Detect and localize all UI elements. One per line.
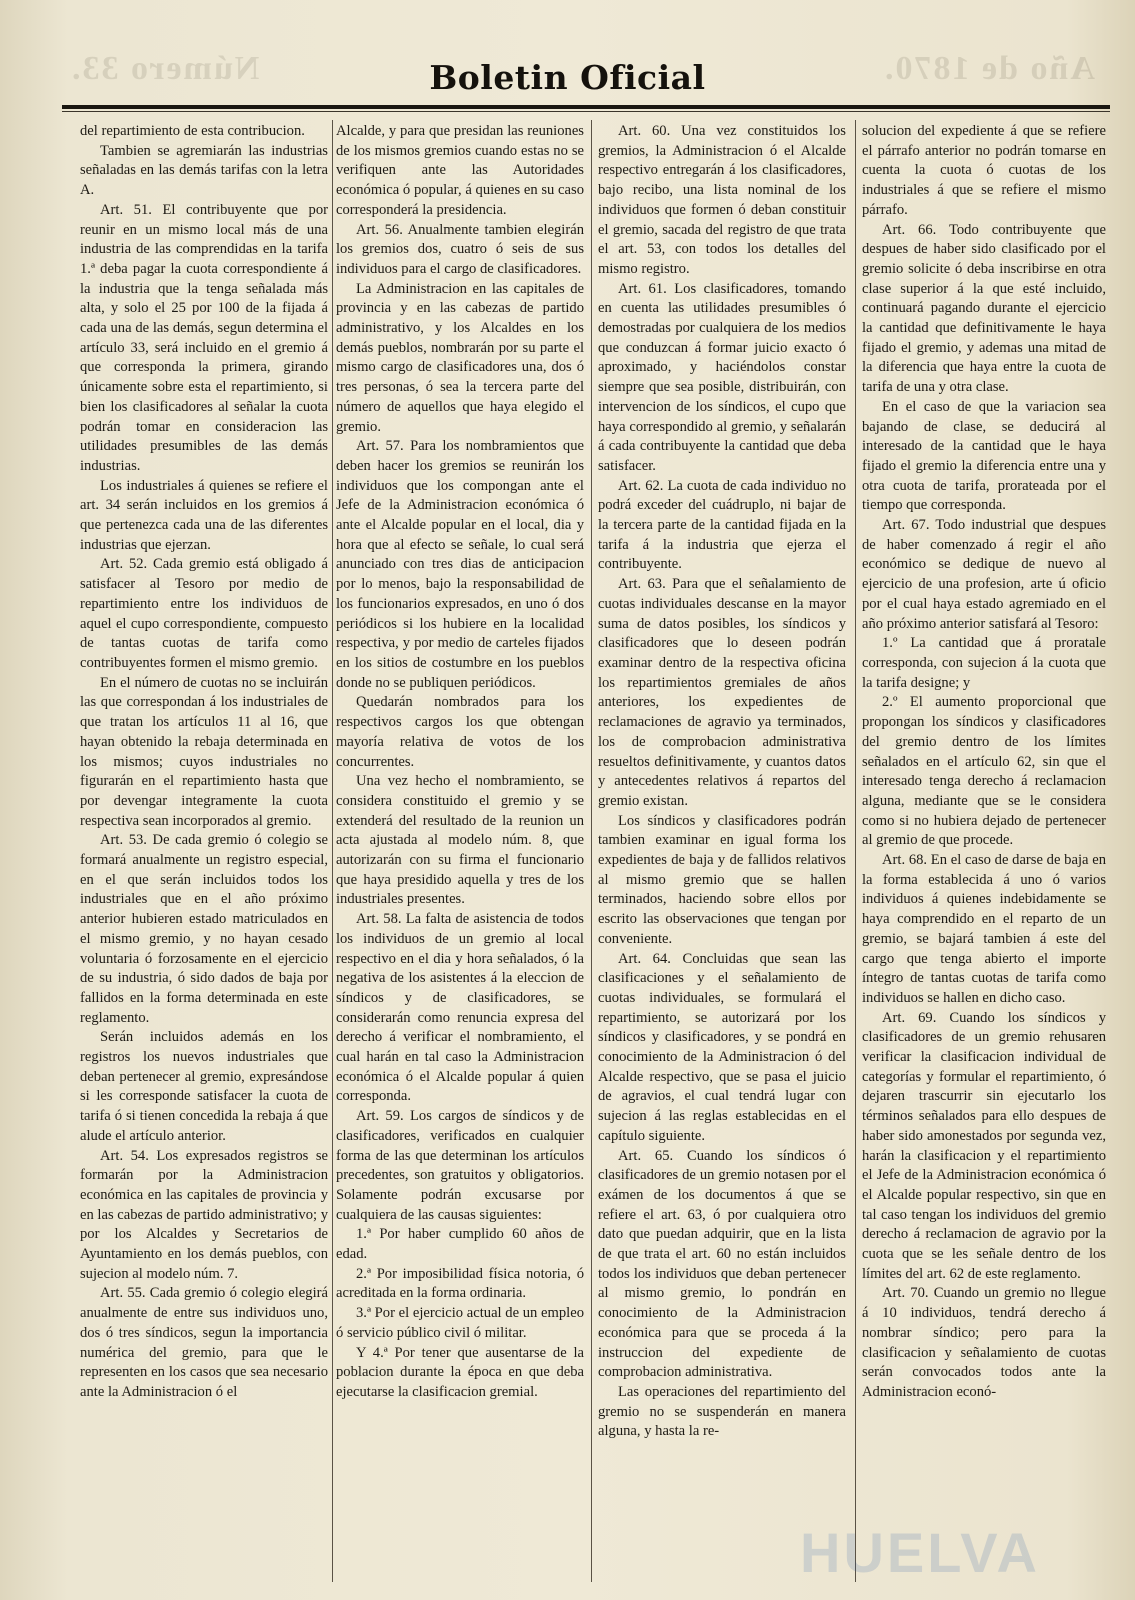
paragraph: 2.º El aumento proporcional que propongan los síndicos y clasificadores del gremio dentro de los límites señalados en el artículo 62, sin que el interesado tenga derecho á reclamacion alguna, mediante que se le considera como si no hubiera dejado de pertenecer al gremio de que procede. (862, 694, 1106, 849)
paragraph: Art. 62. La cuota de cada individuo no podrá exceder del cuádruplo, ni bajar de la tercera parte de la cantidad fijada en la tarifa á la industria que ejerza el contribuyente. (598, 477, 846, 573)
paragraph: Art. 53. De cada gremio ó colegio se formará anualmente un registro especial, en el que serán incluidos todos los industriales que en el año próximo anterior hubieren estado matriculados en el mismo gremio, y no hayan cesado voluntaria ó forzosamente en el ejercicio de su industria, ó sido dados de baja por fallidos en la forma determinada en este reglamento. (80, 832, 328, 1026)
text-column-4 (862, 122, 1106, 1580)
paragraph: Art. 58. La falta de asistencia de todos los individuos de un gremio al local respectivo en el dia y hora señalados, ó la negativa de los asistentes á la eleccion de síndicos y de clasificadores, se considerarán como renuncia expresa del derecho á verificar el nombramiento, el cual harán en tal caso la Administracion económica ó el Alcalde popular á quien corresponda. (336, 911, 584, 1105)
header-rule (62, 105, 1110, 109)
paragraph: Art. 59. Los cargos de síndicos y de clasificadores, verificados en cualquier forma de las que determinan los artículos precedentes, son gratuitos y obligatorios. Solamente podrán excusarse por cualquiera de las causas siguientes: (336, 1108, 584, 1223)
column-divider (855, 120, 856, 1582)
paragraph: 2.ª Por imposibilidad física notoria, ó acreditada en la forma ordinaria. (336, 1265, 584, 1302)
paragraph: Art. 69. Cuando los síndicos y clasificadores de un gremio rehusaren verificar la clasificacion individual de categorías y formular el repartimiento, ó dejaren trascurrir sin ejecutarlo los términos señalados para ello despues de haber sido amonestados por segunda vez, harán la clasificacion y el repartimiento el Jefe de la Administracion económica ó el Alcalde popular respectivo, sin que en tal caso tengan los individuos del gremio derecho á reclamacion de agravio por la cuota que se les señale dentro de los límites del art. 62 de este reglamento. (862, 1009, 1106, 1282)
text-column-2 (336, 122, 584, 1580)
paragraph: Una vez hecho el nombramiento, se considera constituido el gremio y se extenderá del resultado de la reunion un acta ajustada al modelo núm. 8, que autorizarán con su firma el funcionario que haya presidido aquella y tres de los industriales presentes. (336, 773, 584, 908)
paragraph: Art. 57. Para los nombramientos que deben hacer los gremios se reunirán los individuos que los compongan ante el Jefe de la Administracion económica ó ante el Alcalde popular en el local, dia y hora que al efecto se señale, lo cual será anunciado con tres dias de anticipacion por lo menos, bajo la responsabilidad de los funcionarios expresados, en uno ó dos periódicos si los hubiere en la localidad respectiva, y por medio de carteles fijados en los sitios de costumbre en los pueblos donde no se publiquen periódicos. (336, 438, 584, 691)
paragraph: 3.ª Por el ejercicio actual de un empleo ó servicio público civil ó militar. (336, 1305, 584, 1341)
paragraph: Art. 67. Todo industrial que despues de haber comenzado á regir el año económico se dedique de nuevo al ejercicio de una profesion, arte ú oficio por el cual haya estado agremiado en el año próximo anterior satisfará al Tesoro: (862, 517, 1106, 632)
paragraph: Art. 55. Cada gremio ó colegio elegirá anualmente de entre sus individuos uno, dos ó tres síndicos, segun la importancia numérica del gremio, para que le representen en los casos que sea necesario ante la Administracion ó el (80, 1285, 328, 1400)
paragraph: Las operaciones del repartimiento del gremio no se suspenderán en manera alguna, y hasta la re- (598, 1384, 846, 1440)
paragraph: Art. 63. Para que el señalamiento de cuotas individuales descanse en la mayor suma de datos posibles, los síndicos y clasificadores que lo deseen podrán examinar dentro de la respectiva oficina los repartimientos gremiales de años anteriores, los expedientes de reclamaciones de agravio ya terminados, los de comprobacion administrativa resueltos definitivamente, y cuantos datos y antecedentes relativos á repartos del gremio existan. (598, 576, 846, 809)
paragraph: Art. 56. Anualmente tambien elegirán los gremios dos, cuatro ó seis de sus individuos para el cargo de clasificadores. (336, 221, 584, 277)
paragraph: Art. 66. Todo contribuyente que despues de haber sido clasificado por el gremio solicite ó deba inscribirse en otra clase superior á la que esté incluido, continuará pagando durante el ejercicio la cantidad que definitivamente le haya fijado el gremio, y ademas una mitad de la diferencia que haya entre la cuota de tarifa de una y otra clase. (862, 221, 1106, 396)
paragraph: La Administracion en las capitales de provincia y en las cabezas de partido administrativo, y los Alcaldes en los demás pueblos, nombrarán por su parte el mismo cargo de clasificadores una, dos ó tres personas, ó sea la tercera parte del número de aquellos que haya elegido el gremio. (336, 280, 584, 435)
paragraph: Art. 68. En el caso de darse de baja en la forma establecida á uno ó varios individuos á quienes indebidamente se haya comprendido en el reparto de un gremio, se bajará tambien á este del cargo que tenga abierto el importe íntegro de tantas cuotas de tarifa como individuos se hallen en dicho caso. (862, 852, 1106, 1006)
paragraph: 1.ª Por haber cumplido 60 años de edad. (336, 1226, 584, 1263)
paragraph: Art. 70. Cuando un gremio no llegue á 10 individuos, tendrá derecho á nombrar síndico; pero para la clasificacion y señalamiento de cuotas serán convocados todos ante la Administracion econó- (862, 1285, 1106, 1400)
paragraph: Serán incluidos además en los registros los nuevos industriales que deban pertenecer al gremio, expresándose si les corresponde satisfacer la cuota de tarifa ó si tienen concedida la rebaja á que alude el artículo anterior. (80, 1029, 328, 1144)
paragraph: Los síndicos y clasificadores podrán tambien examinar en igual forma los expedientes de baja y de fallidos relativos al mismo gremio que se hallen terminados, haciendo sobre ellos por escrito las observaciones que tengan por conveniente. (598, 812, 846, 947)
bleed-through-left: Número 33. (70, 50, 260, 87)
paragraph: En el número de cuotas no se incluirán las que correspondan á los industriales de que tratan los artículos 11 al 16, que hayan obtenido la rebaja determinada en los mismos; cuyos industriales no figurarán en el repartimiento hasta que por devengar integramente la cuota respectiva sean incorporados al gremio. (80, 674, 328, 829)
paragraph: Y 4.ª Por tener que ausentarse de la poblacion durante la época en que deba ejecutarse la clasificacion gremial. (336, 1344, 584, 1400)
paragraph: Los industriales á quienes se refiere el art. 34 serán incluidos en los gremios á que pertenezca cada una de las diferentes industrias que ejerzan. (80, 477, 328, 553)
paragraph: del repartimiento de esta contribucion. (80, 123, 305, 139)
header-rule-thin (62, 111, 1110, 112)
text-column-3 (598, 122, 846, 1580)
archive-watermark: HUELVA (800, 1521, 1040, 1584)
paragraph: Art. 52. Cada gremio está obligado á satisfacer al Tesoro por medio de repartimiento entre los individuos de aquel el cupo correspondiente, compuesto de tantas cuotas de tarifa como contribuyentes formen el mismo gremio. (80, 556, 328, 671)
paragraph: Tambien se agremiarán las industrias señaladas en las demás tarifas con la letra A. (80, 142, 328, 199)
paragraph: Art. 61. Los clasificadores, tomando en cuenta las utilidades presumibles ó demostradas por cualquiera de los medios que conduzcan á formar juicio exacto ó aproximado, y haciéndolos constar siempre que sea posible, distribuirán, con intervencion de los síndicos, el cupo que haya correspondido al gremio, y señalarán á cada contribuyente la cantidad que deba satisfacer. (598, 280, 846, 474)
paragraph: 1.º La cantidad que á proratale corresponda, con sujecion á la cuota que la tarifa designe; y (862, 635, 1106, 691)
masthead-title: Boletin Oficial (429, 58, 706, 97)
column-divider (332, 120, 333, 1582)
paragraph: Art. 51. El contribuyente que por reunir en un mismo local más de una industria de las comprendidas en la tarifa 1.ª deba pagar la cuota correspondiente á la industria que la tenga señalada más alta, y solo el 25 por 100 de la fijada á cada una de las demás, segun determina el artículo 33, será incluido en el gremio á que corresponda la primera, girando únicamente sobre esta el repartimiento, si bien los clasificadores al señalar la cuota podrán tomar en consideracion las utilidades presumibles de las demás industrias. (80, 201, 328, 474)
paragraph: Art. 65. Cuando los síndicos ó clasificadores de un gremio notasen por el exámen de los documentos á que se refiere el art. 63, ó por cualquiera otro dato que puedan adquirir, que en la lista de que trata el art. 60 no están incluidos todos los individuos que deban pertenecer al mismo gremio, lo pondrán en conocimiento de la Administracion económica para que se proceda á la instruccion del expediente de comprobacion administrativa. (598, 1147, 846, 1381)
paragraph: Art. 64. Concluidas que sean las clasificaciones y el señalamiento de cuotas individuales, se formulará el repartimiento, se autorizará por los síndicos y clasificadores, y se pondrá en conocimiento de la Administracion ó del Alcalde respectivo, que se pasa el juicio de agravios, el cual tendrá lugar con sujecion á las reglas establecidas en el capítulo siguiente. (598, 950, 846, 1144)
column-divider (591, 120, 592, 1582)
paragraph: Alcalde, y para que presidan las reuniones de los mismos gremios cuando estas no se verifiquen ante las Autoridades económica ó popular, á quienes en su caso corresponderá la presidencia. (336, 123, 584, 218)
paragraph: En el caso de que la variacion sea bajando de clase, se deducirá al interesado de la cantidad que le haya fijado el gremio la diferencia entre una y otra cuota de tarifa, prorateada por el tiempo que corresponda. (862, 398, 1106, 514)
text-column-1 (80, 122, 328, 1580)
paragraph: Art. 54. Los expresados registros se formarán por la Administracion económica en las capitales de provincia y en las cabezas de partido administrativo; y por los Alcaldes y Secretarios de Ayuntamiento en los demás pueblos, con sujecion al modelo núm. 7. (80, 1147, 328, 1282)
paragraph: solucion del expediente á que se refiere el párrafo anterior no podrán tomarse en cuenta la cuota ó cuotas de los industriales á que se refiere el mismo párrafo. (862, 123, 1106, 218)
paragraph: Quedarán nombrados para los respectivos cargos los que obtengan mayoría relativa de votos de los concurrentes. (336, 694, 584, 770)
paragraph: Art. 60. Una vez constituidos los gremios, la Administracion ó el Alcalde respectivo entregarán á los clasificadores, bajo recibo, una lista nominal de los individuos que formen ó deban constituir el gremio, sacada del registro de que trata el art. 53, con todos los detalles del mismo registro. (598, 123, 846, 277)
bleed-through-right: Año de 1870. (883, 50, 1095, 87)
